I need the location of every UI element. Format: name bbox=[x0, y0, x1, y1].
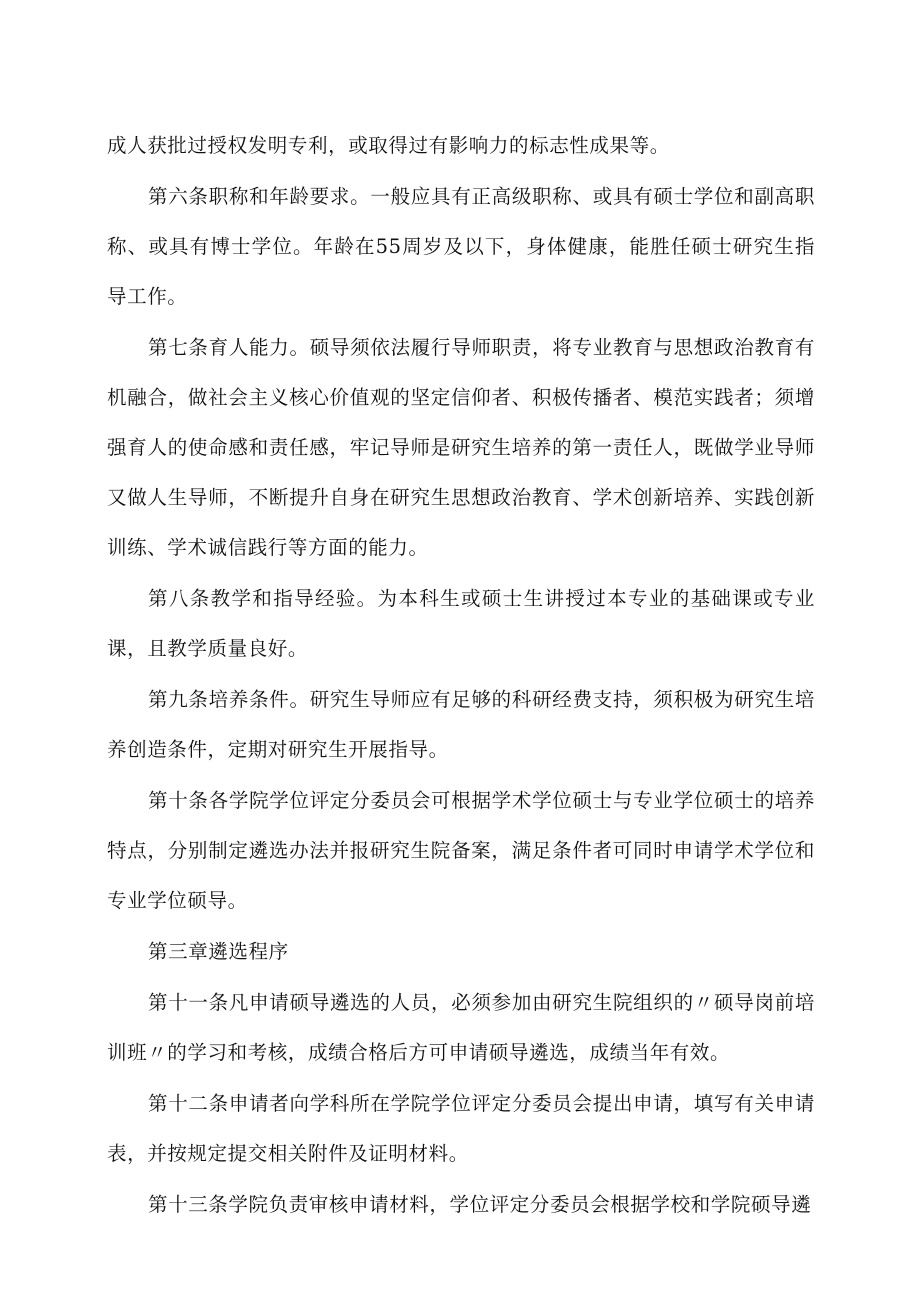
article-10-paragraph: 第十条各学院学位评定分委员会可根据学术学位硕士与专业学位硕士的培养特点，分别制定遴选办法并报研究生院备案，满足条件者可同时申请学术学位和专业学位硕导。 bbox=[107, 789, 815, 912]
article-6-paragraph: 第六条职称和年龄要求。一般应具有正高级职称、或具有硕士学位和副高职称、或具有博士学位。年龄在55周岁及以下，身体健康，能胜任硕士研究生指导工作。 bbox=[107, 185, 815, 308]
article-13-paragraph: 第十三条学院负责审核申请材料，学位评定分委员会根据学校和学院硕导遴 bbox=[148, 1193, 812, 1216]
article-12-paragraph: 第十二条申请者向学科所在学院学位评定分委员会提出申请，填写有关申请表，并按规定提交相关附件及证明材料。 bbox=[107, 1092, 815, 1165]
article-7-paragraph: 第七条育人能力。硕导须依法履行导师职责，将专业教育与思想政治教育有机融合，做社会主义核心价值观的坚定信仰者、积极传播者、模范实践者；须增强育人的使命感和责任感，牢记导师是研究生培养的第一责任人，既做学业导师又做人生导师，不断提升自身在研究生思想政治教育、学术创新培养、实践创新训练、学术诚信践行等方面的能力。 bbox=[107, 336, 815, 559]
paragraph-continuation: 成人获批过授权发明专利，或取得过有影响力的标志性成果等。 bbox=[107, 134, 670, 157]
article-8-paragraph: 第八条教学和指导经验。为本科生或硕士生讲授过本专业的基础课或专业课，且教学质量良好。 bbox=[107, 587, 815, 660]
document-body bbox=[107, 121, 815, 1230]
article-11-paragraph: 第十一条凡申请硕导遴选的人员，必须参加由研究生院组织的〃硕导岗前培训班〃的学习和考核，成绩合格后方可申请硕导遴选，成绩当年有效。 bbox=[107, 991, 815, 1064]
chapter-3-heading: 第三章遴选程序 bbox=[148, 940, 289, 963]
article-9-paragraph: 第九条培养条件。研究生导师应有足够的科研经费支持，须积极为研究生培养创造条件，定期对研究生开展指导。 bbox=[107, 688, 815, 761]
